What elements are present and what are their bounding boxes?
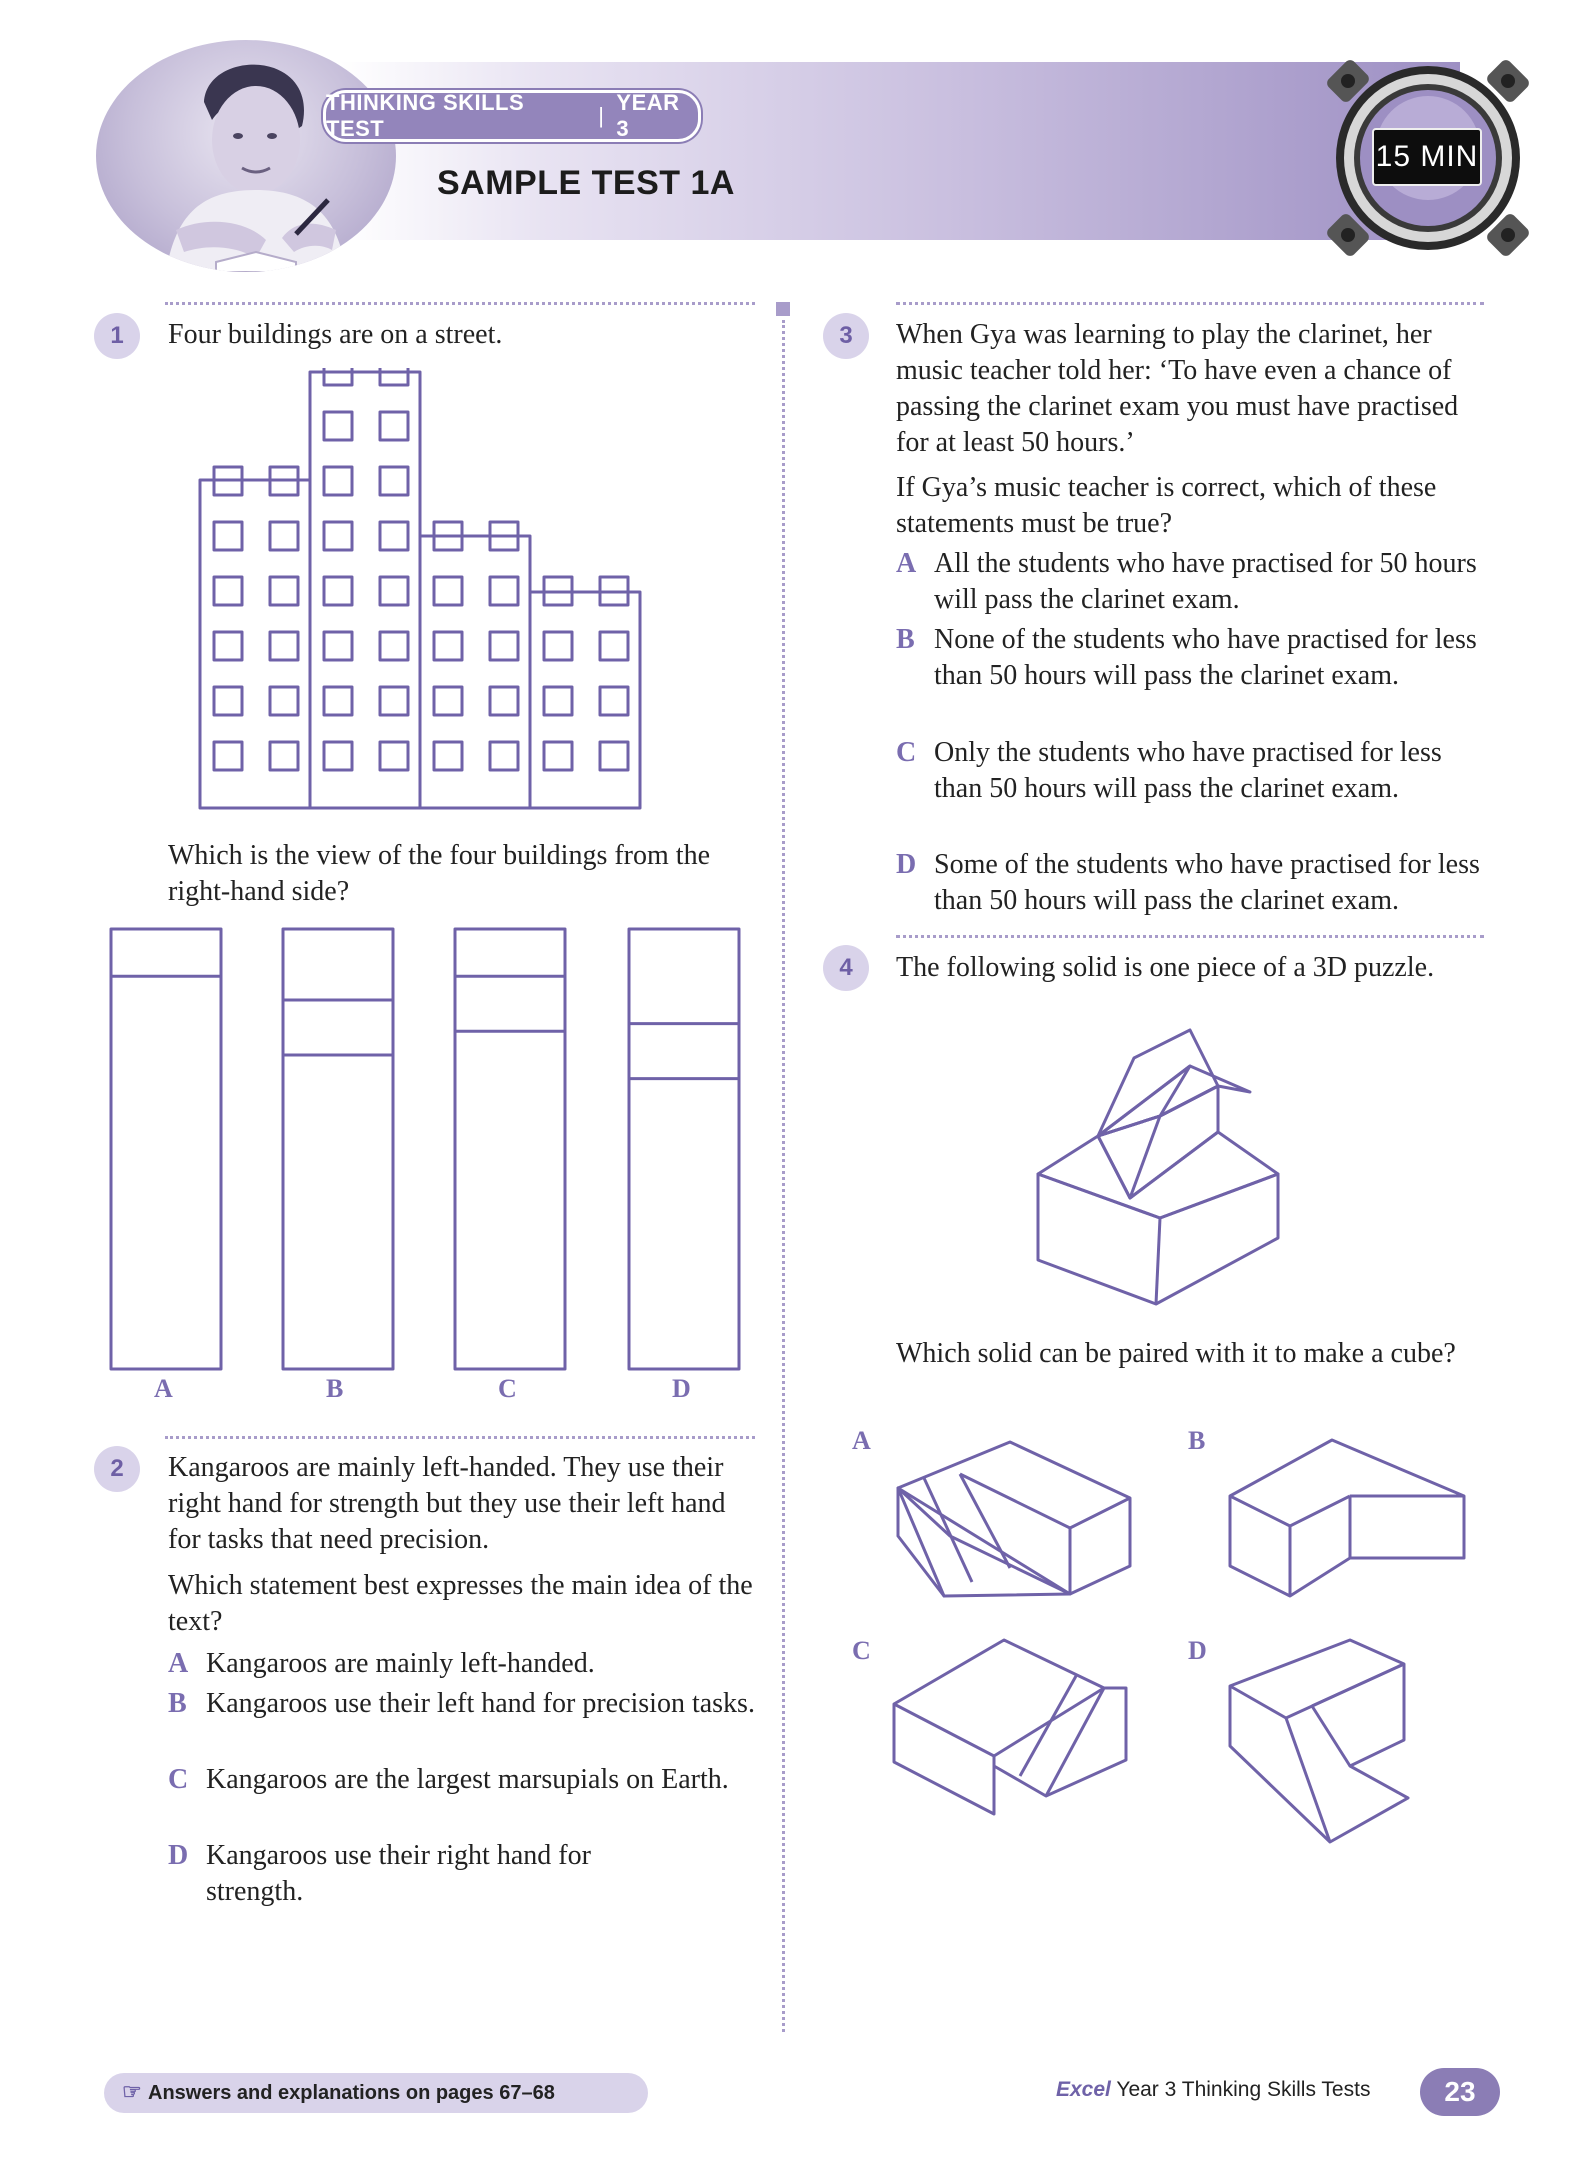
- building-window: [380, 467, 408, 495]
- building-window: [270, 742, 298, 770]
- q4-option-c-label: C: [852, 1636, 871, 1665]
- q4-option-a[interactable]: [852, 1426, 1172, 1626]
- column-divider: [782, 320, 785, 2032]
- q2-option-d[interactable]: [168, 1838, 688, 1910]
- q3-text: When Gya was learning to play the clarinet, her music teacher told her: ‘To have even a chance of passing the clarinet exam you must have practised for at least 50 hours.’: [896, 319, 1459, 458]
- q2-option-c-text: Kangaroos are the largest marsupials on Earth.: [206, 1764, 729, 1795]
- series-label: THINKING SKILLS TEST: [326, 90, 525, 141]
- solid-b: [1226, 1426, 1496, 1602]
- puzzle-piece-figure: [1030, 1022, 1290, 1312]
- q1-option-c[interactable]: [452, 926, 568, 1403]
- building-window: [380, 632, 408, 660]
- q4-top-rule: [896, 935, 1484, 938]
- solid-d: [1226, 1636, 1446, 1846]
- answers-note: Answers and explanations on pages 67–68: [148, 2081, 555, 2104]
- side-view-outline: [455, 929, 565, 1369]
- q3-option-a-text: All the students who have practised for 50 hours will pass the clarinet exam.: [934, 548, 1477, 615]
- q4-option-c[interactable]: [852, 1636, 1172, 1836]
- q2-option-a-letter: A: [168, 1648, 189, 1679]
- side-view-a: [108, 926, 224, 1372]
- book-brand: Excel: [1056, 2078, 1111, 2101]
- page-number: 23: [1420, 2068, 1500, 2116]
- q4-option-b[interactable]: [1188, 1426, 1508, 1626]
- q1-option-c-label: C: [498, 1374, 517, 1403]
- building-window: [380, 412, 408, 440]
- q3-top-rule: [896, 302, 1484, 305]
- q4-text: The following solid is one piece of a 3D puzzle.: [896, 952, 1435, 983]
- q4-option-d-label: D: [1188, 1636, 1207, 1665]
- q2-option-c-letter: C: [168, 1764, 189, 1795]
- side-view-b: [280, 926, 396, 1372]
- q4-question: Which solid can be paired with it to make a cube?: [896, 1338, 1456, 1369]
- q4-option-b-label: B: [1188, 1426, 1206, 1455]
- question-number-1: 1: [94, 313, 140, 359]
- building-window: [324, 687, 352, 715]
- building-window: [324, 412, 352, 440]
- q2-top-rule: [165, 1436, 755, 1439]
- q2-option-b-letter: B: [168, 1688, 187, 1719]
- q4-option-a-label: A: [852, 1426, 871, 1455]
- q2-question: Which statement best expresses the main idea of the text?: [168, 1570, 753, 1637]
- building-window: [490, 632, 518, 660]
- q1-options: [108, 926, 748, 1416]
- pointing-hand-icon: ☞: [122, 2079, 142, 2104]
- building-window: [324, 632, 352, 660]
- building-outline: [530, 592, 640, 808]
- building-window: [270, 687, 298, 715]
- four-buildings-figure: [196, 368, 646, 818]
- building-window: [434, 742, 462, 770]
- building-window: [380, 577, 408, 605]
- column-marker: [776, 302, 790, 316]
- building-window: [600, 742, 628, 770]
- side-view-d: [626, 926, 742, 1372]
- building-window: [600, 632, 628, 660]
- q1-option-a[interactable]: [108, 926, 224, 1403]
- building-window: [380, 522, 408, 550]
- q4-option-d[interactable]: [1188, 1636, 1508, 1866]
- question-number-3: 3: [823, 313, 869, 359]
- year-label: YEAR 3: [616, 90, 680, 141]
- q3-option-c[interactable]: [896, 735, 1476, 807]
- book-title: [1056, 2078, 1370, 2102]
- building-window: [214, 522, 242, 550]
- q1-option-b-label: B: [326, 1374, 344, 1403]
- q1-question: Which is the view of the four buildings from the right-hand side?: [168, 840, 710, 907]
- q3-option-a[interactable]: [896, 546, 1496, 618]
- building-window: [434, 687, 462, 715]
- student-writing-photo: [96, 40, 396, 272]
- building-window: [270, 632, 298, 660]
- q3-option-b[interactable]: [896, 622, 1496, 694]
- q3-option-d-letter: D: [896, 849, 917, 880]
- building-window: [270, 577, 298, 605]
- building-window: [214, 687, 242, 715]
- page-title: SAMPLE TEST 1A: [437, 164, 735, 202]
- q3-option-a-letter: A: [896, 548, 917, 579]
- q3-option-c-text: Only the students who have practised for less than 50 hours will pass the clarinet exam.: [934, 737, 1442, 804]
- pill-separator: |: [598, 103, 605, 128]
- q3-option-b-letter: B: [896, 624, 915, 655]
- q1-option-d[interactable]: [626, 926, 742, 1403]
- side-view-outline: [111, 929, 221, 1369]
- side-view-outline: [283, 929, 393, 1369]
- q2-option-c[interactable]: [168, 1762, 768, 1798]
- timer-display: 15 MIN: [1372, 128, 1482, 186]
- building-window: [544, 632, 572, 660]
- building-window: [600, 687, 628, 715]
- building-window: [270, 522, 298, 550]
- q3-option-c-letter: C: [896, 737, 917, 768]
- q3-option-b-text: None of the students who have practised for less than 50 hours will pass the clarinet exam.: [934, 624, 1477, 691]
- test-series-pill: [323, 90, 701, 142]
- q3-option-d-text: Some of the students who have practised for less than 50 hours will pass the clarinet exam.: [934, 849, 1480, 916]
- building-window: [380, 742, 408, 770]
- building-window: [324, 742, 352, 770]
- building-window: [544, 742, 572, 770]
- q1-option-b[interactable]: [280, 926, 396, 1403]
- q2-option-b[interactable]: [168, 1686, 768, 1722]
- side-view-outline: [629, 929, 739, 1369]
- question-number-4: 4: [823, 945, 869, 991]
- q2-option-b-text: Kangaroos use their left hand for precision tasks.: [206, 1688, 755, 1719]
- building-window: [214, 632, 242, 660]
- q1-text: Four buildings are on a street.: [168, 319, 503, 350]
- building-window: [434, 577, 462, 605]
- building-window: [324, 467, 352, 495]
- q1-top-rule: [165, 302, 755, 305]
- q2-option-d-letter: D: [168, 1840, 189, 1871]
- building-window: [214, 577, 242, 605]
- building-window: [490, 742, 518, 770]
- q2-text: Kangaroos are mainly left-handed. They use their right hand for strength but they use their left hand for tasks that need precision.: [168, 1452, 726, 1555]
- building-window: [490, 687, 518, 715]
- building-window: [324, 577, 352, 605]
- building-window: [380, 687, 408, 715]
- building-window: [544, 687, 572, 715]
- q1-option-d-label: D: [672, 1374, 691, 1403]
- solid-c: [890, 1636, 1160, 1816]
- side-view-c: [452, 926, 568, 1372]
- building-outline: [200, 480, 310, 808]
- building-window: [214, 742, 242, 770]
- q2-option-a-text: Kangaroos are mainly left-handed.: [206, 1648, 595, 1679]
- q1-option-a-label: A: [154, 1374, 173, 1403]
- q2-option-a[interactable]: [168, 1646, 768, 1682]
- book-title-text: Year 3 Thinking Skills Tests: [1116, 2078, 1371, 2101]
- solid-a: [890, 1426, 1160, 1602]
- answers-note-pill: [104, 2073, 648, 2113]
- header-band: [340, 62, 1460, 240]
- building-window: [434, 632, 462, 660]
- building-window: [324, 522, 352, 550]
- q3-option-d[interactable]: [896, 847, 1496, 919]
- building-window: [490, 577, 518, 605]
- q2-option-d-text: Kangaroos use their right hand for strength.: [206, 1840, 591, 1907]
- q3-question: If Gya’s music teacher is correct, which of these statements must be true?: [896, 472, 1437, 539]
- question-number-2: 2: [94, 1446, 140, 1492]
